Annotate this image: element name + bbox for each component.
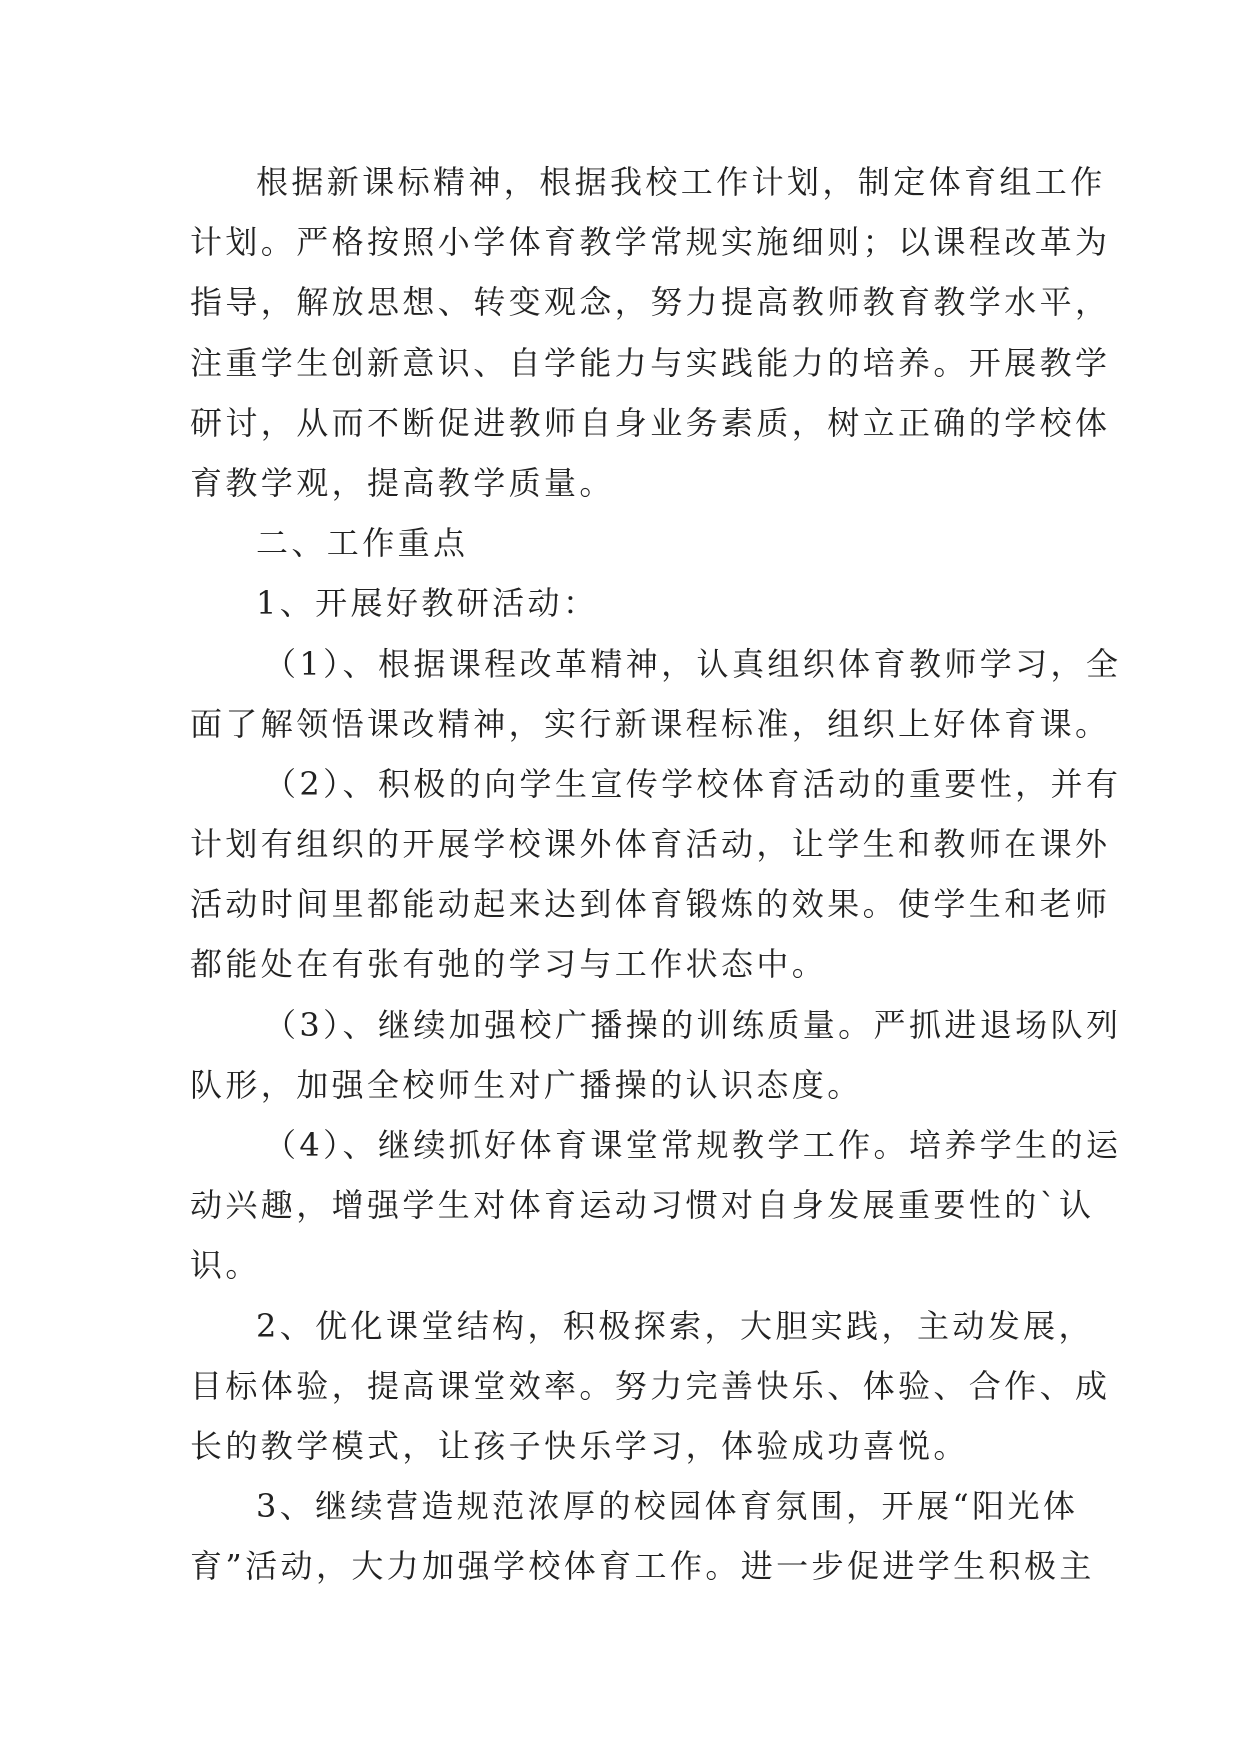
list-item-line: （4）、继续抓好体育课堂常规教学工作。培养学生的运 — [264, 1126, 1122, 1164]
section-heading: 二、工作重点 — [256, 524, 469, 563]
list-item-line: （2）、积极的向学生宣传学校体育活动的重要性，并有 — [264, 764, 1122, 803]
paragraph-line: 2、优化课堂结构，积极探索，大胆实践，主动发展， — [256, 1306, 1094, 1345]
paragraph-line: 目标体验，提高课堂效率。努力完善快乐、体验、合作、成 — [190, 1366, 1111, 1405]
list-item-line: （1）、根据课程改革精神，认真组织体育教师学习，全 — [264, 644, 1122, 683]
list-item-line: 都能处在有张有弛的学习与工作状态中。 — [190, 945, 828, 984]
list-item-line: 队形，加强全校师生对广播操的认识态度。 — [190, 1065, 863, 1104]
list-item-line: （3）、继续加强校广播操的训练质量。严抓进退场队列 — [264, 1005, 1122, 1044]
paragraph-line: 育”活动，大力加强学校体育工作。进一步促进学生积极主 — [190, 1547, 1095, 1586]
subsection-heading: 1、开展好教研活动： — [256, 584, 599, 623]
paragraph-line: 指导，解放思想、转变观念，努力提高教师教育教学水平， — [190, 283, 1111, 322]
paragraph-line: 计划。严格按照小学体育教学常规实施细则；以课程改革为 — [190, 223, 1111, 262]
paragraph-line: 注重学生创新意识、自学能力与实践能力的培养。开展教学 — [190, 343, 1111, 382]
paragraph-line: 长的教学模式，让孩子快乐学习，体验成功喜悦。 — [190, 1426, 969, 1465]
list-item-line: 计划有组织的开展学校课外体育活动，让学生和教师在课外 — [190, 825, 1111, 864]
list-item-line: 活动时间里都能动起来达到体育锻炼的效果。使学生和老师 — [190, 885, 1111, 924]
paragraph-line: 3、继续营造规范浓厚的校园体育氛围，开展“阳光体 — [256, 1487, 1079, 1526]
body-text — [190, 152, 1122, 1597]
list-item-line: 识。 — [190, 1246, 261, 1285]
paragraph-line: 根据新课标精神，根据我校工作计划，制定体育组工作 — [256, 163, 1106, 201]
paragraph-line: 研讨，从而不断促进教师自身业务素质，树立正确的学校体 — [190, 403, 1111, 442]
paragraph-line: 育教学观，提高教学质量。 — [190, 463, 615, 502]
list-item-line: 面了解领悟课改精神，实行新课程标准，组织上好体育课。 — [190, 704, 1111, 743]
list-item-line: 动兴趣，增强学生对体育运动习惯对自身发展重要性的`认 — [190, 1186, 1095, 1225]
